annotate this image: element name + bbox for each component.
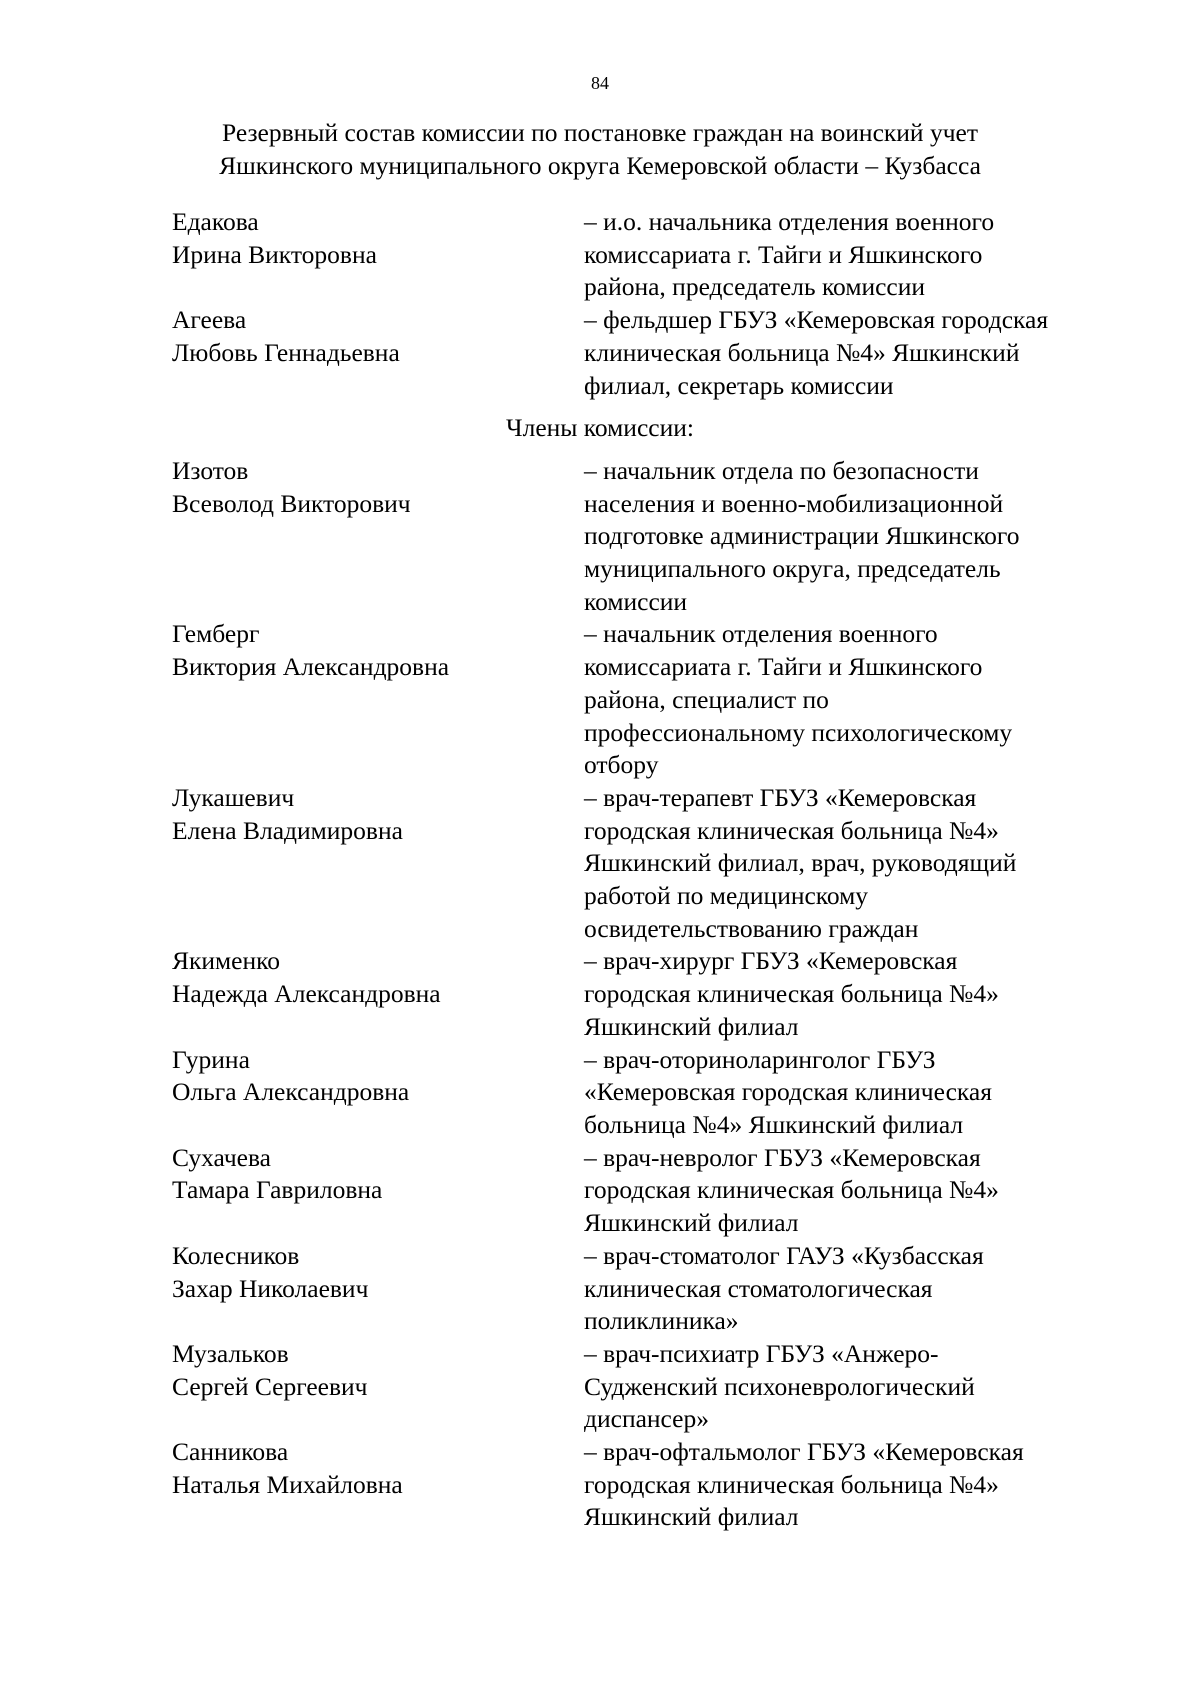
- role-line: – врач-невролог ГБУЗ «Кемеровская: [584, 1142, 981, 1172]
- surname: Гурина: [172, 1044, 250, 1074]
- given-name: Тамара Гавриловна: [172, 1175, 383, 1205]
- surname: Едакова: [172, 207, 259, 236]
- person-name: [172, 1436, 584, 1534]
- person-role: [584, 1436, 1132, 1534]
- commission-entry: [172, 1338, 1132, 1436]
- role-line: филиал, секретарь комиссии: [584, 370, 894, 400]
- person-role: [584, 304, 1132, 402]
- commission-entry: [172, 618, 1132, 782]
- person-name: [172, 618, 584, 782]
- commission-entry: [172, 206, 1132, 304]
- page-number: 84: [591, 73, 609, 93]
- role-line: Яшкинский филиал: [584, 1011, 799, 1041]
- surname: Сухачева: [172, 1142, 271, 1172]
- role-line: городская клиническая больница №4»: [584, 1469, 999, 1499]
- role-line: городская клиническая больница №4»: [584, 1175, 999, 1205]
- role-line: – начальник отделения военного: [584, 619, 938, 649]
- role-line: – врач-офтальмолог ГБУЗ «Кемеровская: [584, 1437, 1024, 1467]
- given-name: Елена Владимировна: [172, 815, 403, 845]
- role-line: городская клиническая больница №4»: [584, 815, 999, 845]
- surname: Якименко: [172, 946, 280, 976]
- role-line: района, председатель комиссии: [584, 272, 926, 302]
- members-heading: Члены комиссии:: [506, 413, 694, 443]
- role-line: – начальник отдела по безопасности: [584, 455, 979, 485]
- given-name: Наталья Михайловна: [172, 1469, 403, 1499]
- person-name: [172, 782, 584, 946]
- role-line: подготовке администрации Яшкинского: [584, 521, 1020, 551]
- role-line: района, специалист по: [584, 684, 829, 714]
- person-name: [172, 455, 584, 619]
- title-line-1: Резервный состав комиссии по постановке граждан на воинский учет: [221, 118, 978, 147]
- person-name: [172, 1240, 584, 1338]
- leadership-list: [172, 206, 1132, 402]
- role-line: Яшкинский филиал: [584, 1208, 799, 1238]
- role-line: «Кемеровская городская клиническая: [584, 1077, 992, 1107]
- role-line: клиническая стоматологическая: [584, 1273, 933, 1303]
- surname: Лукашевич: [172, 782, 295, 812]
- commission-entry: [172, 1240, 1132, 1338]
- given-name: Всеволод Викторович: [172, 488, 411, 518]
- given-name: Захар Николаевич: [172, 1273, 369, 1303]
- role-line: клиническая больница №4» Яшкинский: [584, 337, 1020, 367]
- role-line: – врач-хирург ГБУЗ «Кемеровская: [584, 946, 958, 976]
- commission-entry: [172, 455, 1132, 619]
- person-name: [172, 206, 584, 304]
- given-name: Надежда Александровна: [172, 979, 441, 1009]
- role-line: – врач-терапевт ГБУЗ «Кемеровская: [584, 782, 977, 812]
- given-name: Сергей Сергеевич: [172, 1371, 368, 1401]
- role-line: комиссариата г. Тайги и Яшкинского: [584, 239, 983, 269]
- role-line: – фельдшер ГБУЗ «Кемеровская городская: [584, 305, 1049, 335]
- commission-entry: [172, 1044, 1132, 1142]
- given-name: Ольга Александровна: [172, 1077, 410, 1107]
- surname: Изотов: [172, 455, 249, 485]
- commission-entry: [172, 1436, 1132, 1534]
- given-name: Ирина Викторовна: [172, 239, 377, 269]
- given-name: Виктория Александровна: [172, 652, 450, 682]
- commission-list: [172, 206, 1132, 1534]
- person-role: [584, 1240, 1132, 1338]
- role-line: отбору: [584, 750, 659, 780]
- role-line: диспансер»: [584, 1404, 709, 1434]
- role-line: Судженский психоневрологический: [584, 1371, 975, 1401]
- members-list: [172, 455, 1132, 1534]
- person-role: [584, 1338, 1132, 1436]
- surname: Агеева: [172, 305, 247, 335]
- role-line: – врач-психиатр ГБУЗ «Анжеро-: [584, 1338, 939, 1368]
- commission-entry: [172, 945, 1132, 1043]
- title-line-2: Яшкинского муниципального округа Кемеровской области – Кузбасса: [219, 151, 981, 180]
- person-role: [584, 1142, 1132, 1240]
- commission-entry: [172, 1142, 1132, 1240]
- role-line: – и.о. начальника отделения военного: [584, 207, 995, 236]
- role-line: – врач-стоматолог ГАУЗ «Кузбасская: [584, 1240, 984, 1270]
- surname: Музальков: [172, 1338, 289, 1368]
- person-name: [172, 1142, 584, 1240]
- given-name: Любовь Геннадьевна: [172, 337, 400, 367]
- surname: Гемберг: [172, 619, 260, 649]
- commission-entry: [172, 782, 1132, 946]
- role-line: больница №4» Яшкинский филиал: [584, 1109, 964, 1139]
- person-role: [584, 206, 1132, 304]
- role-line: муниципального округа, председатель: [584, 554, 1001, 584]
- role-line: комиссии: [584, 586, 688, 616]
- role-line: работой по медицинскому: [584, 881, 869, 911]
- person-name: [172, 945, 584, 1043]
- role-line: Яшкинский филиал, врач, руководящий: [584, 848, 1017, 878]
- person-role: [584, 945, 1132, 1043]
- person-name: [172, 304, 584, 402]
- role-line: комиссариата г. Тайги и Яшкинского: [584, 652, 983, 682]
- role-line: Яшкинский филиал: [584, 1502, 799, 1532]
- role-line: освидетельствованию граждан: [584, 913, 919, 943]
- person-name: [172, 1044, 584, 1142]
- person-role: [584, 1044, 1132, 1142]
- role-line: – врач-оториноларинголог ГБУЗ: [584, 1044, 936, 1074]
- role-line: поликлиника»: [584, 1306, 739, 1336]
- document-title: [0, 116, 1200, 182]
- surname: Колесников: [172, 1240, 300, 1270]
- person-name: [172, 1338, 584, 1436]
- role-line: профессиональному психологическому: [584, 717, 1013, 747]
- commission-entry: [172, 304, 1132, 402]
- surname: Санникова: [172, 1437, 289, 1467]
- role-line: городская клиническая больница №4»: [584, 979, 999, 1009]
- role-line: населения и военно-мобилизационной: [584, 488, 1004, 518]
- person-role: [584, 618, 1132, 782]
- person-role: [584, 455, 1132, 619]
- person-role: [584, 782, 1132, 946]
